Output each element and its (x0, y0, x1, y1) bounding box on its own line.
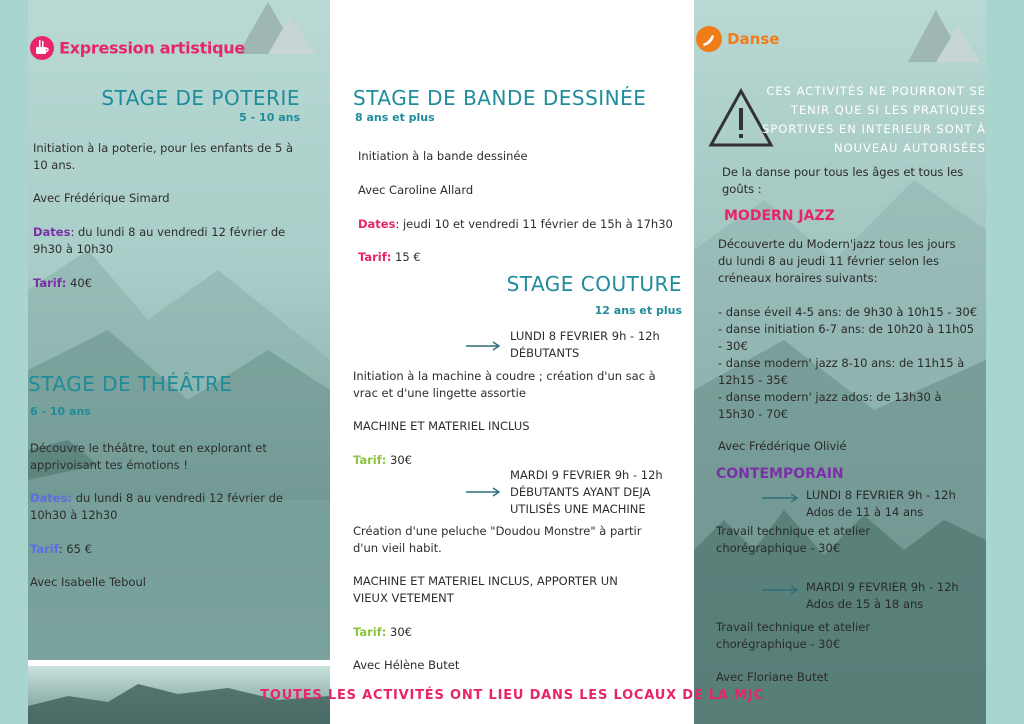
couture-session-2-tarif: Tarif: 30€ (353, 625, 412, 639)
bd-title: STAGE DE BANDE DESSINÉE (353, 86, 647, 110)
footer-notice: TOUTES LES ACTIVITÉS ONT LIEU DANS LES LOCAUX DE LA MJC (260, 688, 764, 703)
couture-session-2: MARDI 9 FEVRIER 9h - 12h DÉBUTANTS AYANT DEJA UTILISÉS UNE MACHINE (510, 468, 663, 516)
modern-jazz-description: Découverte du Modern'jazz tous les jours du lundi 8 au jeudi 11 février selon les créneaux horaires suivants: (718, 237, 956, 285)
couture-session-1-included: MACHINE ET MATERIEL INCLUS (353, 419, 530, 433)
theatre-title: STAGE DE THÉÂTRE (28, 372, 233, 396)
couture-teacher: Avec Hélène Butet (353, 658, 460, 672)
arrow-right-icon (466, 340, 502, 352)
contemporain-session-2-description: Travail technique et atelier chorégraphique - 30€ (716, 620, 871, 651)
category-danse (696, 26, 779, 52)
poterie-dates: Dates: du lundi 8 au vendredi 12 février de 9h30 à 10h30 (33, 225, 286, 256)
danse-category-title: Danse (727, 30, 780, 48)
contemporain-title: CONTEMPORAIN (716, 466, 844, 482)
theatre-teacher: Avec Isabelle Teboul (30, 575, 146, 589)
contemporain-session-1: LUNDI 8 FEVRIER 9h - 12h Ados de 11 à 14 ans (806, 488, 956, 519)
couture-age: 12 ans et plus (594, 304, 682, 317)
bd-dates: Dates: jeudi 10 et vendredi 11 février de 15h à 17h30 (358, 217, 673, 231)
contemporain-session-2: MARDI 9 FEVRIER 9h - 12h Ados de 15 à 18 ans (806, 580, 959, 611)
bd-age: 8 ans et plus (355, 111, 435, 124)
poterie-teacher: Avec Frédérique Simard (33, 191, 170, 205)
danse-intro: De la danse pour tous les âges et tous les goûts : (722, 165, 964, 196)
arrow-right-icon (466, 486, 502, 498)
modern-jazz-schedule: - danse éveil 4-5 ans: de 9h30 à 10h15 - 30€ - danse initiation 6-7 ans: de 10h20 à 11h05 - 30€ - danse modern' jazz 8-10 ans: de 11h15 à 12h15 - 35€ - danse modern' jazz ados: de 13h30 à 15h30 - 70€ (718, 305, 978, 421)
couture-title: STAGE COUTURE (506, 272, 682, 296)
page-border-right (986, 0, 1024, 724)
mountain-logo-icon (238, 2, 316, 54)
arrow-right-icon (762, 492, 800, 504)
arrow-right-icon (762, 584, 800, 596)
bd-tarif: Tarif: 15 € (358, 250, 421, 264)
warning-message: CES ACTIVITÉS NE POURRONT SE TENIR QUE SI LES PRATIQUES SPORTIVES EN INTERIEUR SONT À NOUVEAU AUTORISÉES (762, 84, 986, 155)
theatre-tarif: Tarif: 65 € (30, 542, 92, 556)
couture-session-1: LUNDI 8 FEVRIER 9h - 12h DÉBUTANTS (510, 329, 660, 360)
category-expression-artistique (30, 36, 245, 60)
couture-session-2-included: MACHINE ET MATERIEL INCLUS, APPORTER UN VIEUX VETEMENT (353, 574, 618, 605)
couture-session-1-description: Initiation à la machine à coudre ; création d'un sac à vrac et d'une lingette assortie (353, 369, 656, 400)
bd-description: Initiation à la bande dessinée (358, 149, 528, 163)
category-title: Expression artistique (59, 38, 245, 58)
theatre-dates: Dates: du lundi 8 au vendredi 12 février de 10h30 à 12h30 (30, 491, 283, 522)
contemporain-session-1-description: Travail technique et atelier chorégraphique - 30€ (716, 524, 871, 555)
dance-shoe-icon (696, 26, 722, 52)
mountain-logo-icon-right (908, 10, 980, 62)
poterie-age: 5 - 10 ans (239, 111, 300, 124)
art-cup-icon (30, 36, 54, 60)
couture-session-2-description: Création d'une peluche "Doudou Monstre" à partir d'un vieil habit. (353, 524, 642, 555)
poterie-title: STAGE DE POTERIE (101, 86, 300, 110)
modern-jazz-title: MODERN JAZZ (724, 208, 835, 224)
bd-teacher: Avec Caroline Allard (358, 183, 474, 197)
contemporain-teacher: Avec Floriane Butet (716, 670, 829, 684)
modern-jazz-teacher: Avec Frédérique Olivié (718, 439, 847, 453)
couture-session-1-tarif: Tarif: 30€ (353, 453, 412, 467)
poterie-tarif: Tarif: 40€ (33, 276, 92, 290)
theatre-age: 6 - 10 ans (30, 405, 91, 418)
poterie-description: Initiation à la poterie, pour les enfants de 5 à 10 ans. (33, 141, 294, 172)
theatre-description: Découvre le théâtre, tout en explorant et apprivoisant tes émotions ! (30, 441, 267, 472)
